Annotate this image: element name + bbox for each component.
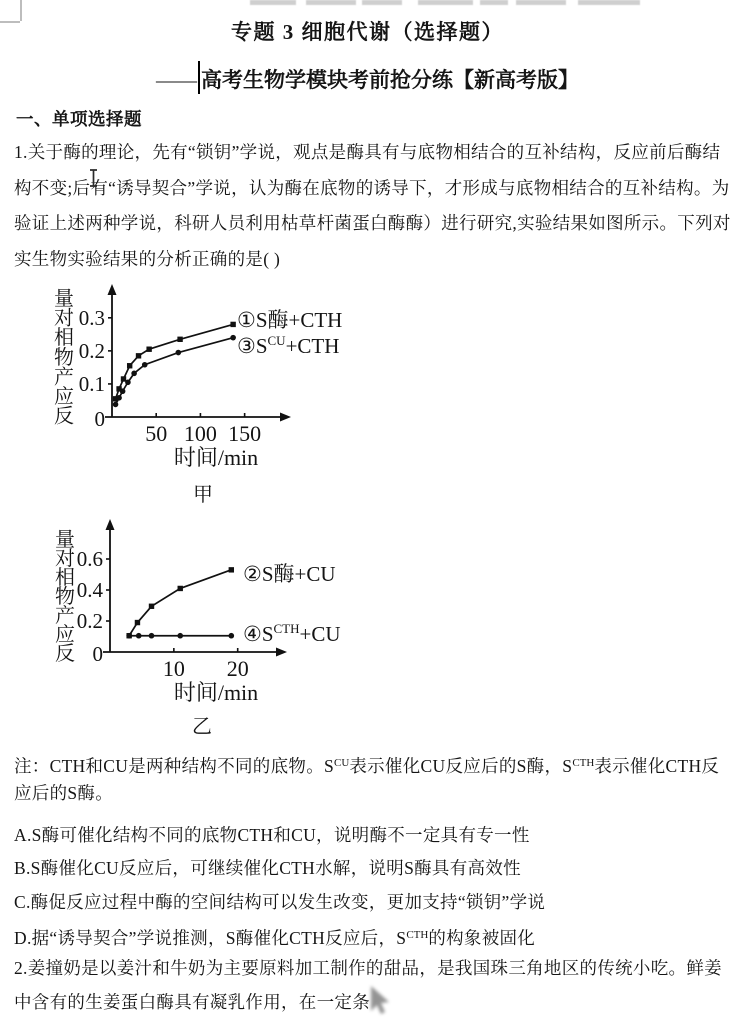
page-top-artifact [362,0,402,5]
svg-text:10: 10 [162,656,185,681]
chart-yi-figure[interactable] [30,515,378,745]
document-title[interactable]: 专题 3 细胞代谢（选择题） [231,20,504,44]
document-subtitle[interactable] [0,61,735,94]
page-top-artifact [578,0,640,5]
svg-text:反: 反 [54,405,74,428]
svg-text:③SCU+CTH: $③S^{CU}+CTH$ [237,333,340,358]
svg-text:量: 量 [55,529,75,551]
svg-text:④SCTH+CU: $④S^{CTH}+CU$ [243,621,341,646]
svg-text:相: 相 [54,327,74,350]
question1-line-3[interactable]: 验证上述两种学说，科研人员利用枯草杆菌蛋白酶酶）进行研究,实验结果如图所示。下列对 [14,213,731,233]
svg-text:100: 100 [183,421,217,446]
svg-text:甲: 甲 [193,484,213,506]
svg-text:产: 产 [54,366,74,389]
svg-text:150: 150 [228,421,262,446]
svg-text:反: 反 [55,643,75,665]
svg-text:50: 50 [145,421,168,446]
svg-text:物: 物 [55,586,75,608]
option-b[interactable]: B.S酶催化CU反应后，可继续催化CTH水解，说明S酶具有高效性 [14,858,521,878]
svg-text:0.6: 0.6 [76,547,103,571]
svg-text:应: 应 [54,386,74,408]
svg-text:0.4: 0.4 [76,578,103,602]
page-top-artifact [306,0,356,5]
svg-text:对: 对 [54,307,74,330]
svg-text:时间/min: 时间/min [173,445,259,470]
svg-text:0.1: 0.1 [78,371,105,396]
page-top-artifact [516,0,566,5]
note-line-1[interactable]: 注：CTH和CU是两种结构不同的底物。$S^{CU}$表示催化CU反应后的S酶，$S^{CTH}$表示催化CTH反 [14,756,720,776]
page-top-artifact [418,0,473,5]
question1-line-2[interactable]: 构不变;后有“诱导契合”学说，认为酶在底物的诱导下，才形成与底物相结合的互补结构。为 [14,178,730,198]
note-line-2[interactable]: 应后的S酶。 [14,783,114,803]
question1-line-1[interactable]: 1.关于酶的理论，先有“锁钥”学说，观点是酶具有与底物相结合的互补结构，反应前后酶结 [14,142,721,162]
section-heading[interactable]: 一、单项选择题 [16,109,142,129]
svg-text:物: 物 [54,346,74,369]
chart-jia-figure[interactable] [30,283,378,511]
page-top-artifact [250,0,296,5]
svg-text:20: 20 [226,656,249,681]
svg-text:乙: 乙 [192,716,212,738]
mouse-cursor [364,984,400,1020]
svg-text:应: 应 [55,624,75,646]
svg-text:对: 对 [55,548,75,570]
page-top-artifact [480,0,508,5]
svg-text:0: 0 [94,407,105,431]
svg-text:相: 相 [55,567,75,589]
option-a[interactable]: A.S酶可催化结构不同的底物CTH和CU，说明酶不一定具有专一性 [14,825,530,845]
svg-text:0.2: 0.2 [78,338,105,363]
question2-line-2[interactable]: 中含有的生姜蛋白酶具有凝乳作用，在一定条 [14,992,370,1012]
svg-text:①S酶+CTH: ①S酶+CTH [237,308,343,332]
i-beam-cursor [88,168,99,188]
svg-text:②S酶+CU: ②S酶+CU [243,562,336,586]
text-caret [198,61,200,94]
svg-text:0: 0 [92,642,103,666]
svg-text:0.3: 0.3 [78,305,105,330]
option-d[interactable]: D.据“诱导契合”学说推测，S酶催化CTH反应后，$S^{CTH}$的构象被固化 [14,928,536,948]
subtitle-text: 高考生物学模块考前抢分练【新高考版】 [201,68,579,92]
question1-line-4[interactable]: 实生物实验结果的分析正确的是( ) [14,249,281,269]
option-c[interactable]: C.酶促反应过程中酶的空间结构可以发生改变，更加支持“锁钥”学说 [14,892,546,912]
question2-line-1[interactable]: 2.姜撞奶是以姜汁和牛奶为主要原料加工制作的甜品，是我国珠三角地区的传统小吃。鲜姜 [14,958,722,978]
svg-text:量: 量 [54,288,74,310]
svg-text:时间/min: 时间/min [173,680,259,705]
svg-text:产: 产 [55,605,75,627]
svg-text:0.2: 0.2 [76,609,103,633]
subtitle-dash: —— [156,68,196,92]
